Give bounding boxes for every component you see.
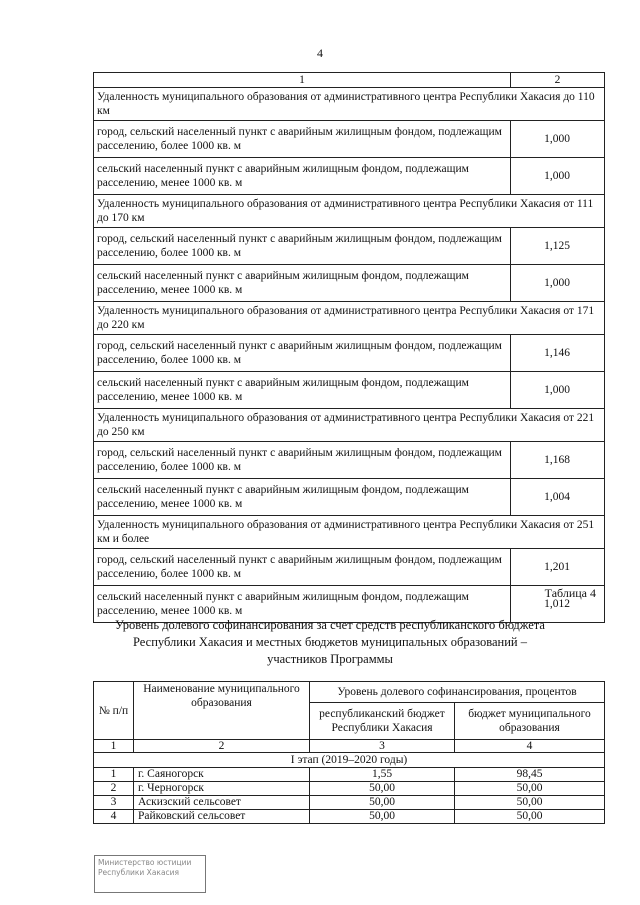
table-row: город, сельский населенный пункт с аварийным жилищным фондом, подлежащим расселению, более 1000 кв. м 1,201 <box>94 549 605 586</box>
table-row: город, сельский населенный пункт с аварийным жилищным фондом, подлежащим расселению, более 1000 кв. м 1,146 <box>94 335 605 372</box>
table-row: сельский населенный пункт с аварийным жилищным фондом, подлежащим расселению, менее 1000 кв. м 1,000 <box>94 372 605 409</box>
cofinancing-table <box>93 681 605 824</box>
table-row: город, сельский населенный пункт с аварийным жилищным фондом, подлежащим расселению, более 1000 кв. м 1,168 <box>94 442 605 479</box>
table-row: город, сельский населенный пункт с аварийным жилищным фондом, подлежащим расселению, более 1000 кв. м 1,125 <box>94 228 605 265</box>
registration-stamp: Министерство юстиции Республики Хакасия <box>94 855 206 893</box>
distance-row: Удаленность муниципального образования от административного центра Республики Хакасия от 111 до 170 км <box>94 195 605 228</box>
table-4-title: Уровень долевого софинансирования за счет средств республиканского бюджета Республики Хакасия и местных бюджетов муниципальных образований – участников Программы <box>115 618 545 666</box>
column-number-row: 1 2 3 4 <box>94 740 605 753</box>
page-number: 4 <box>317 46 323 60</box>
distance-row: Удаленность муниципального образования от административного центра Республики Хакасия от 221 до 250 км <box>94 409 605 442</box>
table-row: город, сельский населенный пункт с аварийным жилищным фондом, подлежащим расселению, более 1000 кв. м 1,000 <box>94 121 605 158</box>
table-row: сельский населенный пункт с аварийным жилищным фондом, подлежащим расселению, менее 1000 кв. м 1,000 <box>94 158 605 195</box>
table-row: 1 г. Саяногорск 1,55 98,45 <box>94 768 605 782</box>
distance-row: Удаленность муниципального образования от административного центра Республики Хакасия от 171 до 220 км <box>94 302 605 335</box>
table-header-row <box>94 682 605 703</box>
table-row: сельский населенный пункт с аварийным жилищным фондом, подлежащим расселению, менее 1000 кв. м 1,000 <box>94 265 605 302</box>
table-row: сельский населенный пункт с аварийным жилищным фондом, подлежащим расселению, менее 1000 кв. м 1,012 <box>94 586 605 623</box>
header-name: Наименование муниципального образования <box>134 682 310 740</box>
header-level: Уровень долевого софинансирования, процентов <box>310 682 605 703</box>
table-row: 4 Райковский сельсовет 50,00 50,00 <box>94 810 605 824</box>
header-municipal: бюджет муниципального образования <box>455 703 605 740</box>
header-num: № п/п <box>94 682 134 740</box>
coefficients-table <box>93 72 605 623</box>
column-number-1: 1 <box>94 73 511 88</box>
table-4-label: Таблица 4 <box>544 586 596 600</box>
table-header-row <box>94 73 605 88</box>
table-row: 3 Аскизский сельсовет 50,00 50,00 <box>94 796 605 810</box>
stage-row: I этап (2019–2020 годы) <box>94 753 605 768</box>
table-row: сельский населенный пункт с аварийным жилищным фондом, подлежащим расселению, менее 1000 кв. м 1,004 <box>94 479 605 516</box>
distance-row: Удаленность муниципального образования от административного центра Республики Хакасия от 251 км и более <box>94 516 605 549</box>
header-republic: республиканский бюджет Республики Хакасия <box>310 703 455 740</box>
column-number-2: 2 <box>511 73 605 88</box>
table-row: 2 г. Черногорск 50,00 50,00 <box>94 782 605 796</box>
distance-row: Удаленность муниципального образования от административного центра Республики Хакасия до 110 км <box>94 88 605 121</box>
